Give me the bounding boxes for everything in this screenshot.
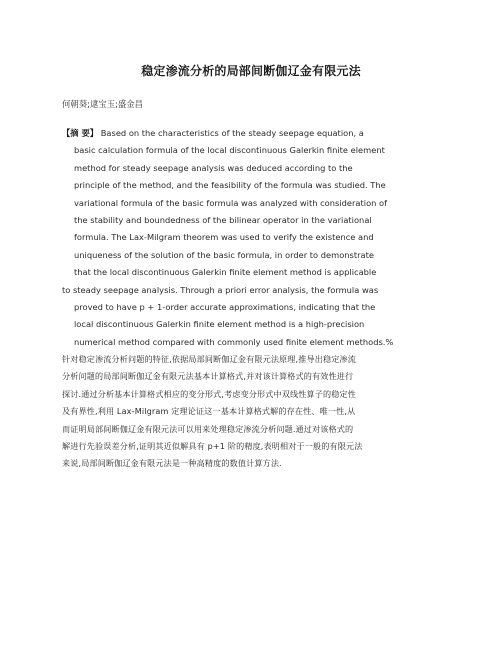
abstract-line: 针对稳定渗流分析问题的特征,依据局部间断伽辽金有限元法原理,推导出稳定渗流 (62, 354, 356, 365)
abstract-line: 分析问题的局部间断伽辽金有限元法基本计算格式,并对该计算格式的有效性进行 (62, 371, 354, 382)
abstract-line: to steady seepage analysis. Through a priori error analysis, the formula was (62, 284, 379, 295)
abstract-line: 探讨.通过分析基本计算格式相应的变分形式,考虑变分形式中双线性算子的稳定性 (62, 388, 356, 399)
abstract-line: 及有界性,利用 Lax-Milgram 定理论证这一基本计算格式解的存在性、唯一性,从 (62, 406, 356, 417)
abstract-label: 【摘 要】 (62, 128, 99, 138)
abstract-line: proved to have p + 1-order accurate approximations, indicating that the (74, 301, 376, 312)
abstract-line: the stability and boundedness of the bilinear operator in the variational (74, 214, 372, 225)
abstract-line: that the local discontinuous Galerkin finite element method is applicable (74, 267, 377, 278)
paper-title: 稳定渗流分析的局部间断伽辽金有限元法 (141, 64, 361, 78)
abstract-section (62, 125, 446, 473)
abstract-line: uniqueness of the solution of the basic formula, in order to demonstrate (74, 249, 374, 260)
abstract-line: basic calculation formula of the local discontinuous Galerkin finite element (74, 145, 385, 156)
abstract-line: 而证明局部间断伽辽金有限元法可以用来处理稳定渗流分析问题.通过对该格式的 (62, 423, 354, 434)
author-list: 何朝葵;逮宝玉;盛金昌 (62, 99, 144, 109)
abstract-line: formula. The Lax-Milgram theorem was used to verify the existence and (74, 232, 374, 243)
abstract-line: 来说,局部间断伽辽金有限元法是一种高精度的数值计算方法. (62, 458, 282, 469)
abstract-line: numerical method compared with commonly used finite element methods.% (74, 336, 394, 347)
abstract-text: Based on the characteristics of the steady seepage equation, a (100, 128, 364, 138)
abstract-line: local discontinuous Galerkin finite element method is a high-precision (74, 319, 365, 330)
abstract-line: variational formula of the basic formula was analyzed with consideration of (74, 197, 388, 208)
abstract-line: method for steady seepage analysis was deduced according to the (74, 162, 353, 173)
abstract-line (62, 125, 446, 142)
abstract-line: 解进行先验误差分析,证明其近似解具有 p+1 阶的精度,表明相对于一般的有限元法 (62, 441, 363, 452)
abstract-line: principle of the method, and the feasibility of the formula was studied. The (74, 180, 386, 191)
